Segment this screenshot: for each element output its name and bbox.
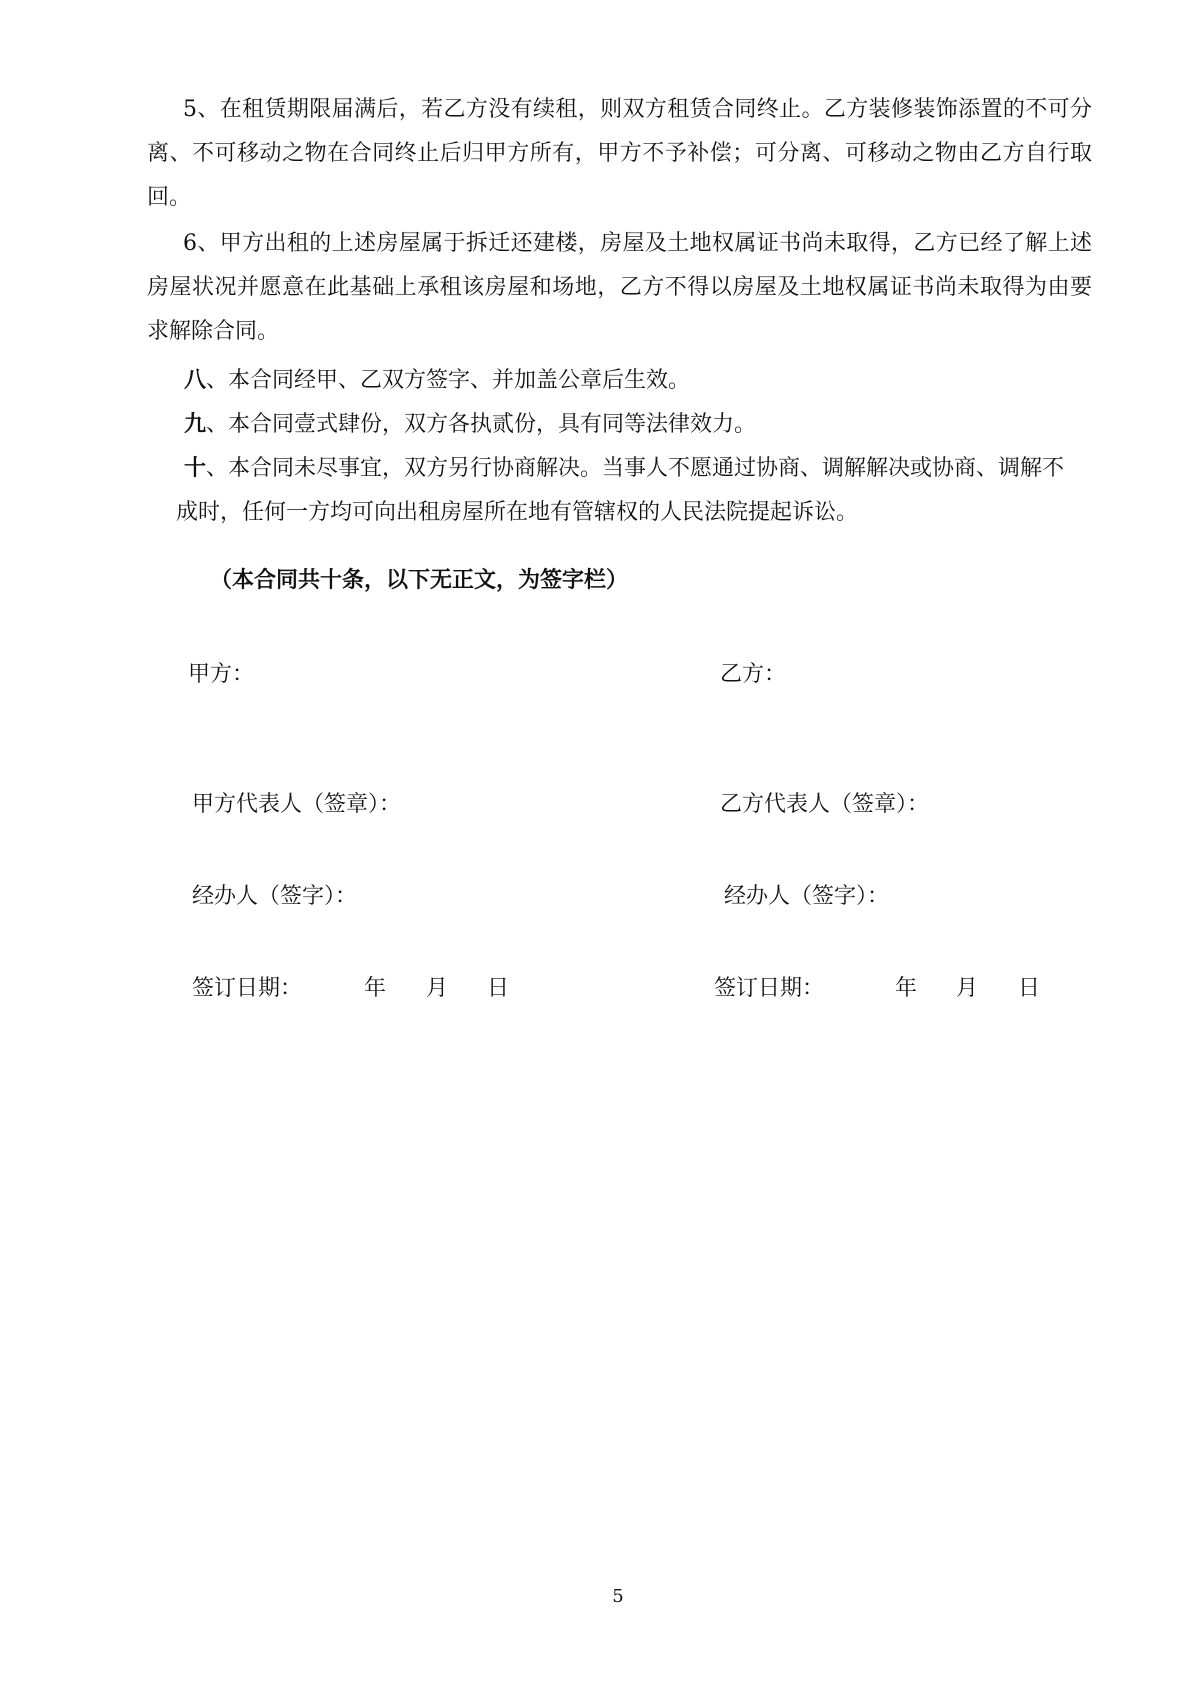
party-b-date-day: 日 bbox=[1018, 976, 1041, 1001]
party-a-date-day: 日 bbox=[487, 976, 510, 1001]
clause-eight-text: 、本合同经甲、乙双方签字、并加盖公章后生效。 bbox=[206, 368, 691, 393]
clause-ten bbox=[176, 446, 1086, 535]
party-b-date-label: 签订日期： bbox=[714, 976, 825, 1001]
clause-nine bbox=[184, 402, 1094, 447]
party-b-date-year: 年 bbox=[895, 976, 918, 1001]
clause-eight bbox=[184, 358, 1094, 403]
party-b-label: 乙方： bbox=[720, 662, 787, 687]
party-a-date-label: 签订日期： bbox=[192, 976, 303, 1001]
page-number: 5 bbox=[612, 1586, 624, 1607]
paragraph-item-5: 5、在租赁期限届满后，若乙方没有续租，则双方租赁合同终止。乙方装修装饰添置的不可分离、不可移动之物在合同终止后归甲方所有，甲方不予补偿；可分离、可移动之物由乙方自行取回。 bbox=[147, 97, 1092, 210]
party-a-date-year: 年 bbox=[364, 976, 387, 1001]
clause-nine-number: 九 bbox=[184, 411, 207, 437]
clause-ten-text: 、本合同未尽事宜，双方另行协商解决。当事人不愿通过协商、调解解决或协商、调解不成时，任何一方均可向出租房屋所在地有管辖权的人民法院提起诉讼。 bbox=[176, 456, 1065, 525]
party-a-label: 甲方： bbox=[188, 662, 255, 687]
party-b-handler-label: 经办人（签字）： bbox=[724, 884, 890, 909]
party-a-representative-label: 甲方代表人（签章）： bbox=[192, 792, 402, 817]
paragraph-item-6: 6、甲方出租的上述房屋属于拆迁还建楼，房屋及土地权属证书尚未取得，乙方已经了解上述房屋状况并愿意在此基础上承租该房屋和场地，乙方不得以房屋及土地权属证书尚未取得为由要求解除合同。 bbox=[147, 231, 1092, 344]
clause-ten-number: 十 bbox=[184, 455, 207, 481]
clause-nine-text: 、本合同壹式肆份，双方各执贰份，具有同等法律效力。 bbox=[206, 412, 757, 437]
party-a-handler-label: 经办人（签字）： bbox=[192, 884, 358, 909]
clause-eight-number: 八 bbox=[184, 367, 207, 393]
signature-note: （本合同共十条，以下无正文，为签字栏） bbox=[210, 567, 629, 593]
party-a-date-month: 月 bbox=[426, 976, 449, 1001]
party-b-date-month: 月 bbox=[956, 976, 979, 1001]
party-b-representative-label: 乙方代表人（签章）： bbox=[720, 792, 930, 817]
